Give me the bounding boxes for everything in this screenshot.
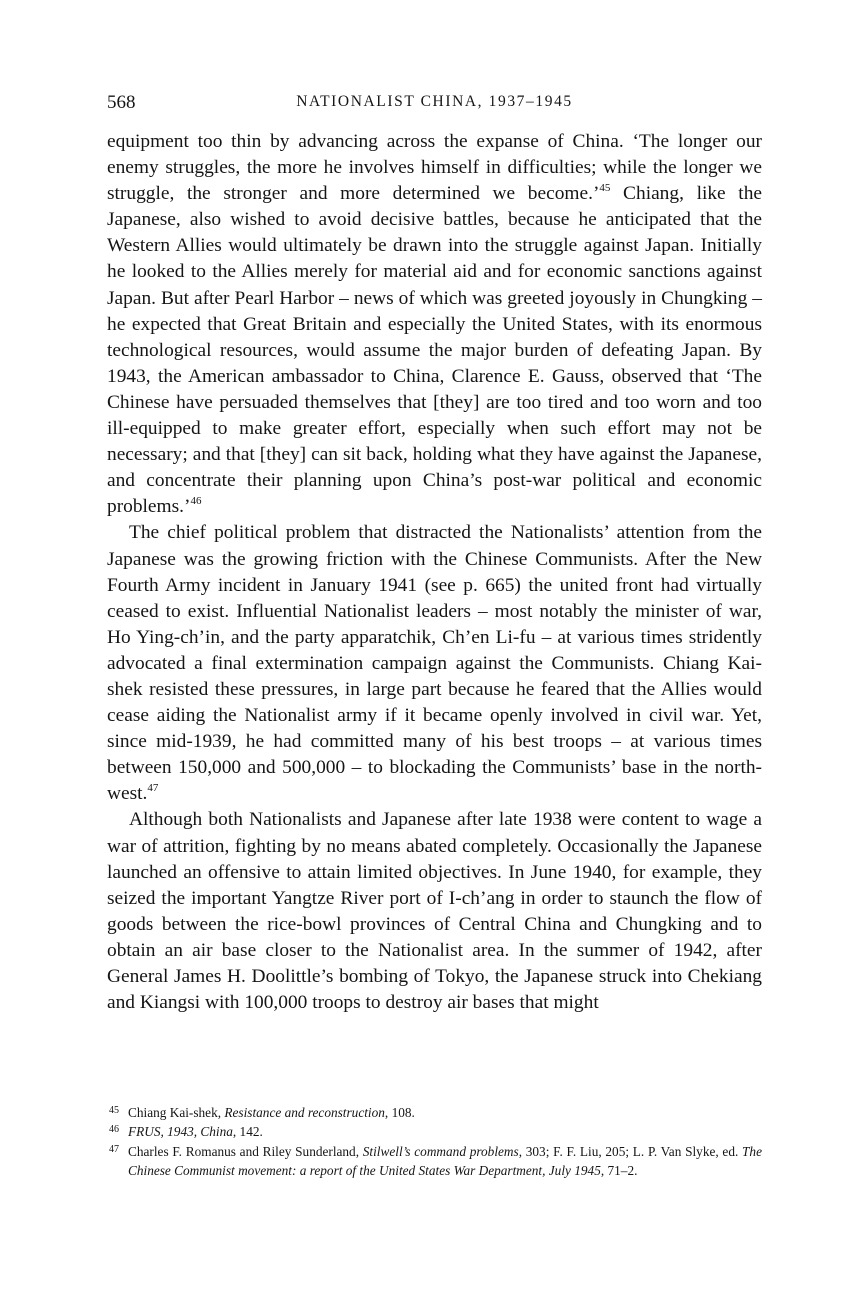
- text-run: , 303; F. F. Liu, 205; L. P. Van Slyke, ed.: [518, 1143, 743, 1159]
- footnote-reference: 47: [147, 782, 159, 795]
- footnote-number: 47: [109, 1143, 119, 1155]
- text-run: , 142.: [232, 1124, 263, 1140]
- footnote-number: 46: [109, 1124, 119, 1136]
- running-head: NATIONALIST CHINA, 1937–1945: [296, 93, 573, 110]
- text-run: Chiang, like the Japanese, also wished to avoid decisive battles, because he anticipated that the Western Allies would ultimately be drawn into the struggle against Japan. Initially he looked to the Allies merely for material aid and for economic sanctions against Japan. But after Pearl Harbor – news of which was greeted joyously in Chungking – he expected that Great Britain and especially the United States, with its enormous technological resources, would assume the major burden of defeating Japan. By 1943, the American ambassador to China, Clarence E. Gauss, observed that ‘The Chinese have persuaded themselves that [they] are too tired and too worn and too ill-equipped to make greater effort, especially when such effort may not be necessary; and that [they] can sit back, holding what they have against the Japanese, and concentrate their planning upon China’s post-war political and economic problems.’: [107, 183, 762, 518]
- paragraph: [107, 520, 762, 807]
- italic-title: Resistance and reconstruction: [224, 1105, 385, 1120]
- footnote-reference: 45: [599, 182, 611, 195]
- italic-title: FRUS, 1943, China: [128, 1124, 233, 1140]
- italic-title: The Chinese Communist movement: a report of the United States War Department, July 1945: [128, 1143, 762, 1178]
- paragraph: [107, 129, 762, 520]
- text-run: Charles F. Romanus and Riley Sunderland,: [128, 1143, 363, 1159]
- text-run: , 71–2.: [600, 1162, 638, 1178]
- footnote-reference: 46: [190, 495, 202, 508]
- text-run: Chiang Kai-shek,: [128, 1105, 225, 1120]
- paragraph: [107, 807, 762, 1016]
- text-run: , 108.: [384, 1105, 415, 1120]
- footnote: [107, 1103, 762, 1122]
- page-header: [107, 92, 762, 116]
- italic-title: Stilwell’s command problems: [362, 1143, 519, 1159]
- page-number: 568: [107, 92, 136, 113]
- footnote: [107, 1122, 762, 1141]
- footnotes: [107, 1103, 762, 1180]
- text-run: The chief political problem that distracted the Nationalists’ attention from the Japanese was the growing friction with the Chinese Communists. After the New Fourth Army incident in January 1941 (see p. 665) the united front had virtually ceased to exist. Influential Nationalist leaders – most notably the minister of war, Ho Ying-ch’in, and the party apparatchik, Ch’en Li-fu – at various times stridently advocated a final extermination campaign against the Communists. Chiang Kai-shek resisted these pressures, in large part because he feared that the Allies would cease aiding the Nationalist army if it became openly involved in civil war. Yet, since mid-1939, he had committed many of his best troops – at various times between 150,000 and 500,000 – to blockading the Communists’ base in the north-west.: [107, 522, 762, 805]
- footnote: [107, 1142, 762, 1181]
- text-run: equipment too thin by advancing across the expanse of China. ‘The longer our enemy struggles, the more he involves himself in difficulties; while the longer we struggle, the stronger and more determined we become.’: [107, 131, 762, 205]
- footnote-number: 45: [109, 1105, 119, 1116]
- body-text: [107, 129, 762, 1016]
- text-run: Although both Nationalists and Japanese after late 1938 were content to wage a war of attrition, fighting by no means abated completely. Occasionally the Japanese launched an offensive to attain limited objectives. In June 1940, for example, they seized the important Yangtze River port of I-ch’ang in order to staunch the flow of goods between the rice-bowl provinces of Central China and Chungking and to obtain an air base closer to the Nationalist area. In the summer of 1942, after General James H. Doolittle’s bombing of Tokyo, the Japanese struck into Chekiang and Kiangsi with 100,000 troops to destroy air bases that might: [107, 809, 762, 1014]
